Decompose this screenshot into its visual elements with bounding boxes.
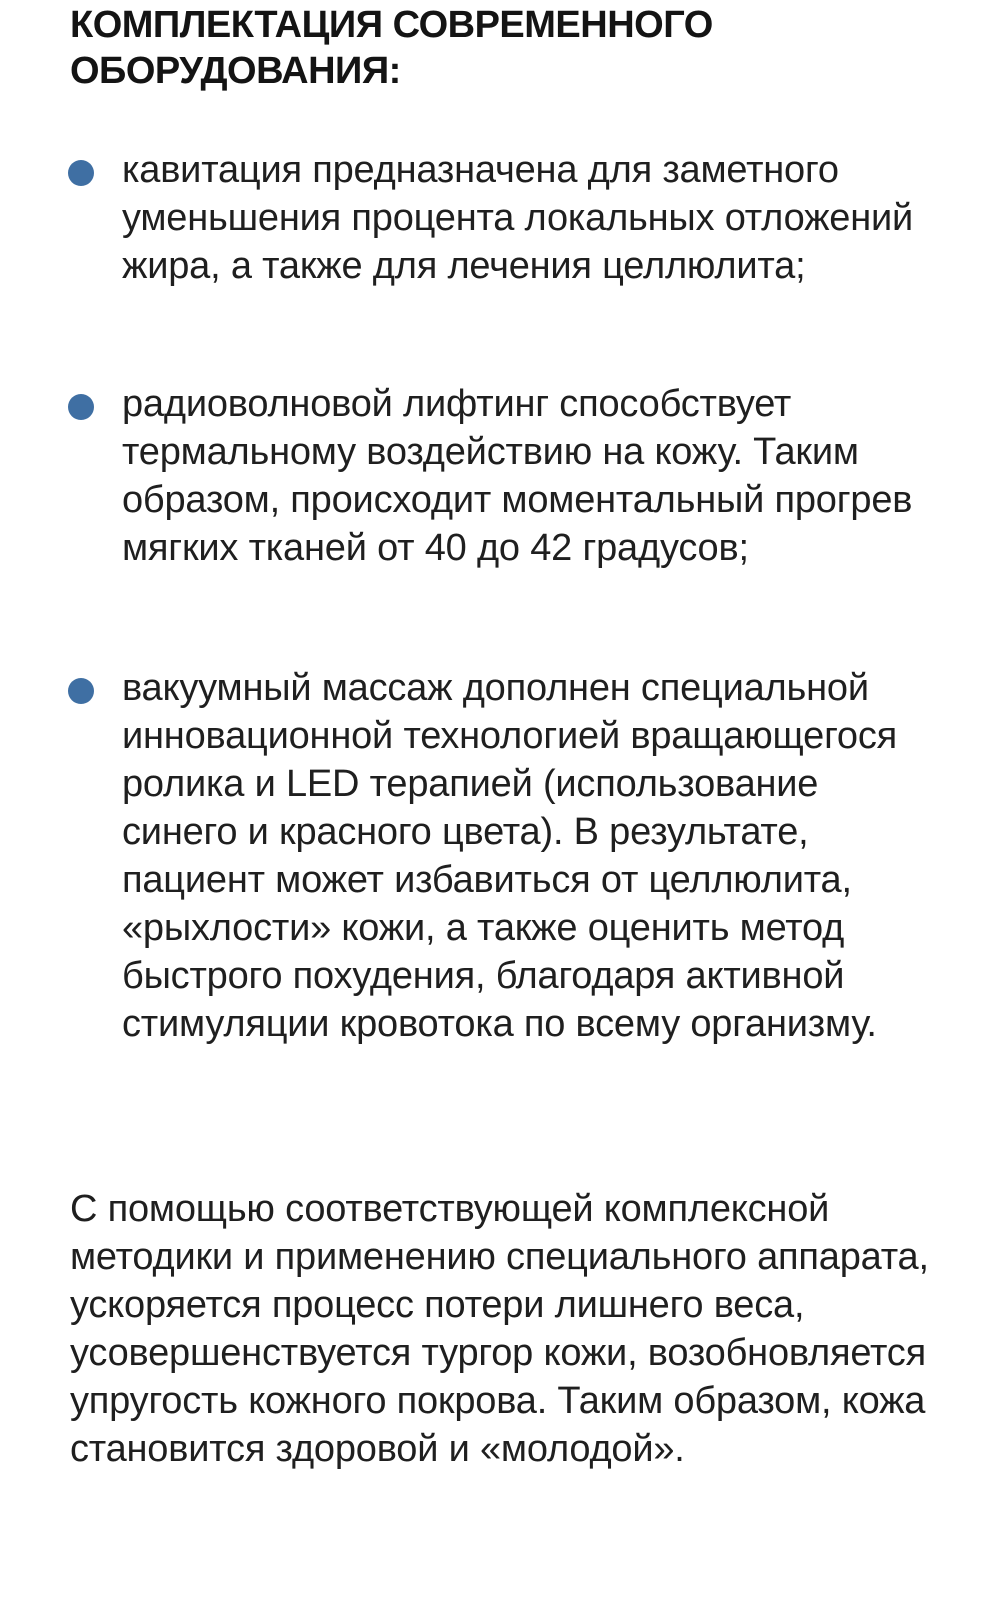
section-heading: КОМПЛЕКТАЦИЯ СОВРЕМЕННОГО ОБОРУДОВАНИЯ: (70, 4, 713, 92)
list-item-text: радиоволновой лифтинг способствует термальному воздействию на кожу. Таким образом, происходит моментальный прогрев мягких тканей от 40 до 42 градусов; (122, 383, 913, 569)
bullet-dot-icon (68, 160, 94, 186)
bullet-dot-icon (68, 394, 94, 420)
closing-paragraph: С помощью соответствующей комплексной методики и применению специального аппарата, ускоряется процесс потери лишнего веса, усовершенствуется тургор кожи, возобновляется упругость кожного покрова. Таким образом, кожа становится здоровой и «молодой». (70, 1188, 929, 1470)
list-item-text: вакуумный массаж дополнен специальной инновационной технологией вращающегося ролика и LED терапией (использование синего и красного цвета). В результате, пациент может избавиться от целлюлита, «рыхлости» кожи, а также оценить метод быстрого похудения, благодаря активной стимуляции кровотока по всему организму. (122, 667, 897, 1045)
bullet-dot-icon (68, 678, 94, 704)
list-item-text: кавитация предназначена для заметного уменьшения процента локальных отложений жира, а также для лечения целлюлита; (122, 149, 914, 287)
